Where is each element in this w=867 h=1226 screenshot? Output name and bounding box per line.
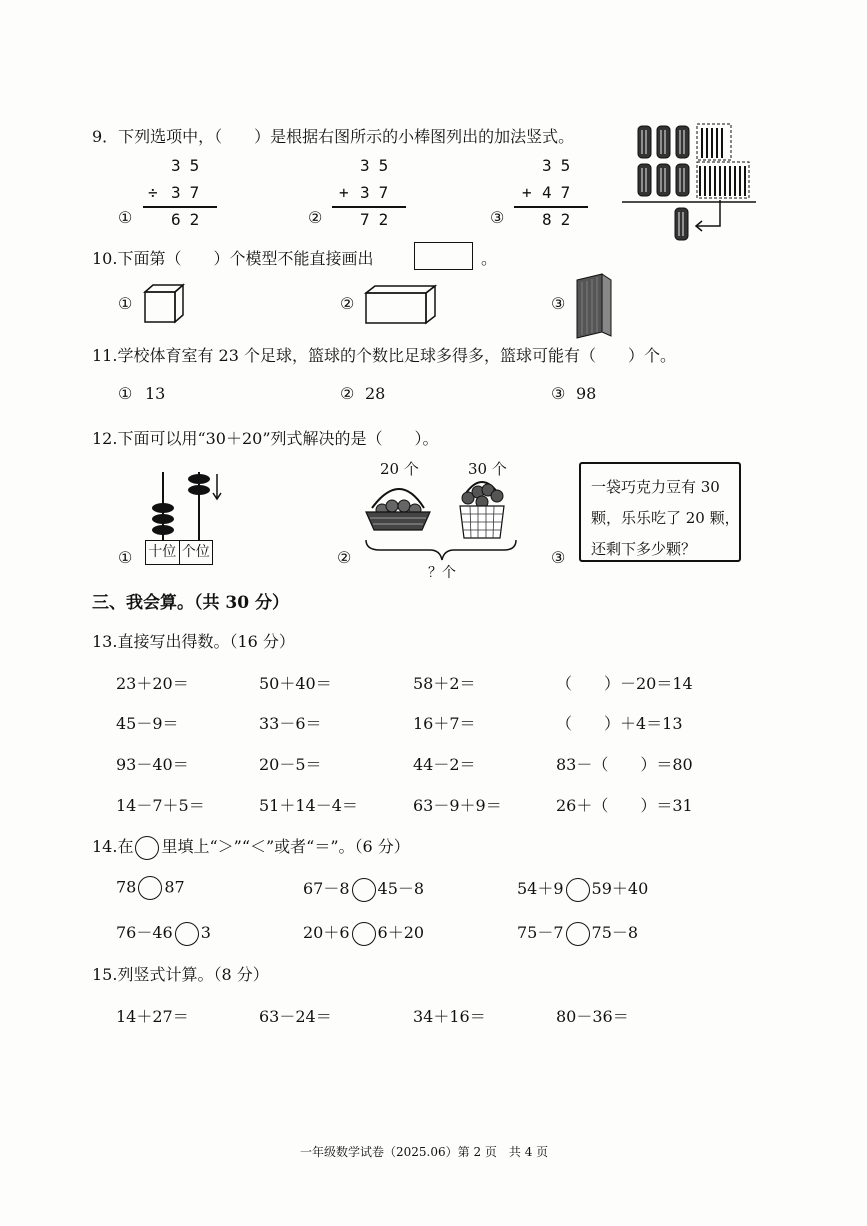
page-footer: 一年级数学试卷（2025.06）第 2 页 共 4 页 [300,1145,549,1159]
q13-stem: 13.直接写出得数。（16 分） [92,632,295,651]
q10-stem: 10.下面第（ ）个模型不能直接画出 [92,249,374,268]
q14-item-5 [303,920,424,946]
q12-stem: 12.下面可以用“30＋20”列式解决的是（ ）。 [92,429,439,448]
q9-opt3-marker: ③ [490,208,505,227]
compare-right: 87 [164,877,185,897]
q14-item-1 [116,876,185,900]
q11-opt1-marker: ① [118,384,133,403]
q15-item-1: 14＋27＝ [116,1007,189,1026]
ones-place-label: 个位 [181,544,210,560]
q14-item-2 [303,876,424,902]
q11-stem: 11.学校体育室有 23 个足球，篮球的个数比足球多得多，篮球可能有（ ）个。 [92,346,676,365]
section-3-title: 三、我会算。（共 30 分） [92,593,289,613]
answer-circle[interactable] [566,922,590,946]
q9-opt3-op: + [522,183,541,202]
q9-opt3-line [514,206,588,208]
q12-marker-1: ① [118,548,133,567]
word-problem-box [579,462,741,562]
q9-opt1-result: 62 [171,210,209,229]
compare-left: 78 [116,877,137,897]
compare-right: 3 [200,923,211,942]
q10-marker-1: ① [118,294,133,313]
q11-opt3-marker: ③ [551,384,566,403]
q10-marker-3: ③ [551,294,566,313]
q9-opt3-result: 82 [542,210,580,229]
q10-stem-end: 。 [481,249,498,268]
q14-stem [92,834,410,860]
abacus-figure [143,468,233,540]
abacus-place-labels [145,540,213,565]
q9-opt3-second: 47 [542,183,580,202]
q9-opt2-second: 37 [360,183,398,202]
compare-right: 45－8 [377,879,425,898]
compare-right: 75－8 [591,923,639,942]
stick-bundle-figure [620,122,760,244]
compare-right: 59＋40 [591,879,649,898]
compare-right: 6＋20 [377,923,425,942]
brace-total-label: ？个 [428,565,456,581]
q13-r3c2: 20－5＝ [259,755,322,774]
q14-item-6 [517,920,638,946]
answer-circle[interactable] [138,876,162,900]
compare-left: 67－8 [303,879,350,898]
q15-stem: 15.列竖式计算。（8 分） [92,965,269,984]
compare-left: 76－46 [116,923,173,942]
word-problem-line-2: 颗，乐乐吃了 20 颗， [591,509,740,527]
tens-place-label: 十位 [146,541,180,564]
q15-item-4: 80－36＝ [556,1007,629,1026]
q15-item-2: 63－24＝ [259,1007,332,1026]
answer-circle[interactable] [566,878,590,902]
q11-opt1-text: 13 [145,384,166,403]
answer-circle[interactable] [352,922,376,946]
q14-item-3 [517,876,648,902]
q9-opt3-top: 35 [542,156,580,175]
basket-left-label: 20 个 [380,460,419,478]
compare-left: 54＋9 [517,879,564,898]
word-problem-line-1: 一袋巧克力豆有 30 [591,478,720,496]
q9-stem: 9．下列选项中，（ ）是根据右图所示的小棒图列出的加法竖式。 [92,127,575,146]
q9-opt1-second: 37 [171,183,209,202]
word-problem-line-3: 还剩下多少颗？ [591,540,697,558]
cube-shape [142,282,188,324]
q13-r1c2: 50＋40＝ [259,674,332,693]
rectangle-shape [414,242,473,270]
answer-circle[interactable] [175,922,199,946]
q11-opt2-marker: ② [340,384,355,403]
q13-r2c2: 33－6＝ [259,714,322,733]
q14-stem-start: 14.在 [92,837,134,856]
q11-opt2-text: 28 [365,384,386,403]
q9-opt2-result: 72 [360,210,398,229]
basket-right-label: 30 个 [468,460,507,478]
compare-left: 20＋6 [303,923,350,942]
q9-opt1-op: ÷ [148,183,167,202]
q9-opt2-top: 35 [360,156,398,175]
cuboid-shape [363,283,439,325]
q13-r2c4: （ ）＋4＝13 [556,714,683,733]
q13-r1c4: （ ）－20＝14 [556,674,693,693]
blank-circle-icon [135,836,159,860]
triangular-prism-shape [574,272,614,340]
q12-marker-2: ② [337,548,352,567]
q9-opt1-marker: ① [118,208,133,227]
q11-opt3-text: 98 [576,384,597,403]
q9-opt2-line [332,206,406,208]
q9-opt2-marker: ② [308,208,323,227]
q13-r4c1: 14－7＋5＝ [116,796,205,815]
q14-item-4 [116,920,211,946]
q13-r3c1: 93－40＝ [116,755,189,774]
answer-circle[interactable] [352,878,376,902]
q12-marker-3: ③ [551,548,566,567]
q9-opt1-line [143,206,217,208]
q15-item-3: 34＋16＝ [413,1007,486,1026]
q10-marker-2: ② [340,294,355,313]
q14-stem-end: 里填上“＞”“＜”或者“＝”。（6 分） [161,837,410,856]
q13-r1c3: 58＋2＝ [413,674,476,693]
q9-opt1-top: 35 [171,156,209,175]
q13-r4c3: 63－9＋9＝ [413,796,502,815]
q9-opt2-op: + [339,183,358,202]
q13-r3c4: 83－（ ）＝80 [556,755,693,774]
q13-r3c3: 44－2＝ [413,755,476,774]
q13-r4c4: 26＋（ ）＝31 [556,796,693,815]
q13-r2c3: 16＋7＝ [413,714,476,733]
q13-r1c1: 23＋20＝ [116,674,189,693]
q13-r2c1: 45－9＝ [116,714,179,733]
compare-left: 75－7 [517,923,564,942]
fruit-baskets-figure [360,476,520,562]
q13-r4c2: 51＋14－4＝ [259,796,358,815]
